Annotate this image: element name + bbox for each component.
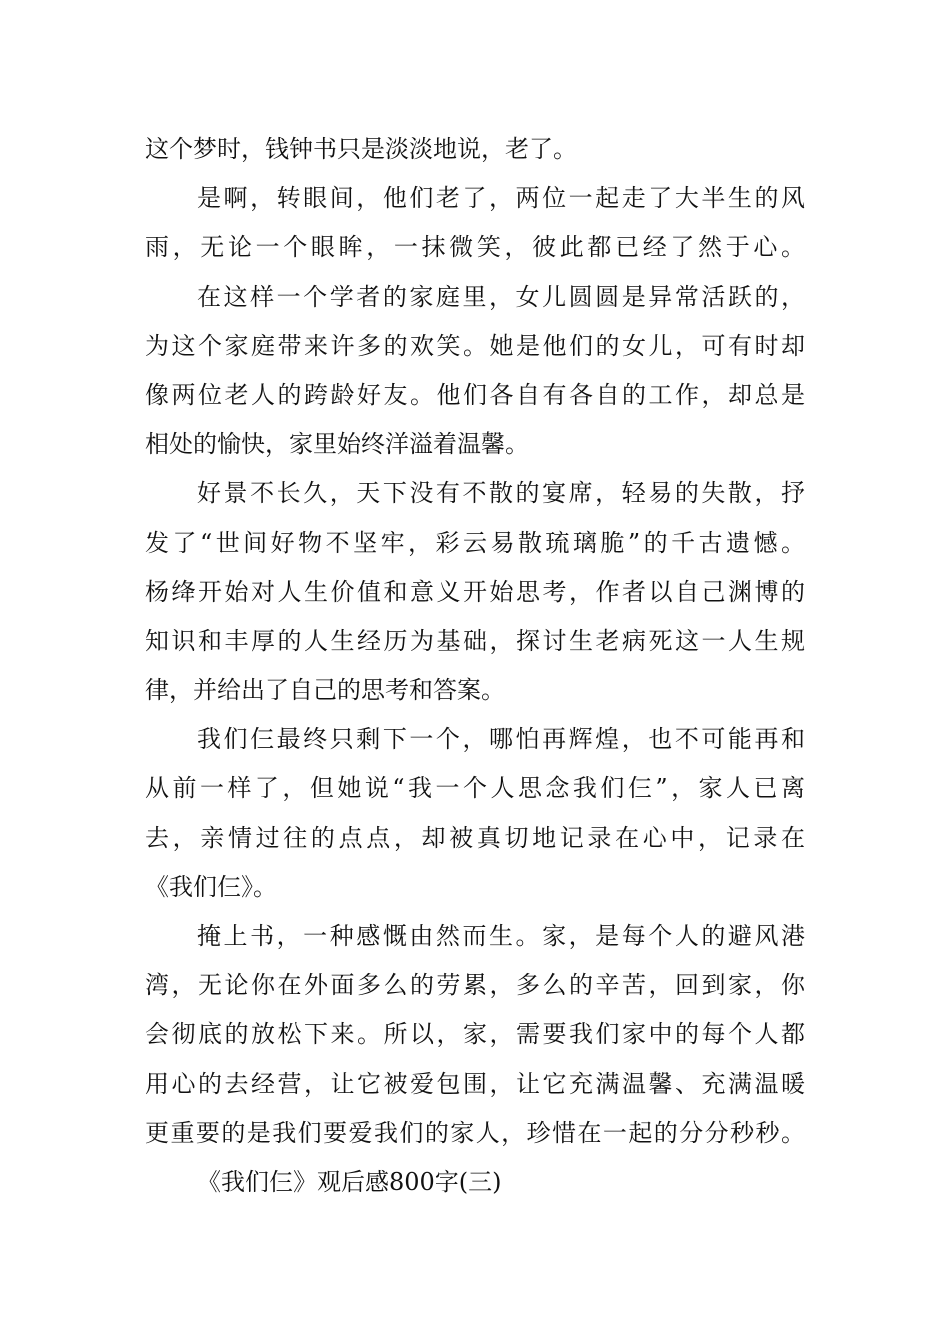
text-line: 掩上书，一种感慨由然而生。家，是每个人的避风港	[197, 922, 805, 950]
text-line: 是啊，转眼间，他们老了，两位一起走了大半生的风	[197, 184, 805, 213]
text-line: 更重要的是我们要爱我们的家人，珍惜在一起的分分秒秒。	[145, 1118, 805, 1147]
text-line: 用心的去经营，让它被爱包围，让它充满温馨、充满温暖	[145, 1069, 805, 1098]
text-line: 律，并给出了自己的思考和答案。	[145, 676, 505, 705]
text-line: 知识和丰厚的人生经历为基础，探讨生老病死这一人生规	[145, 626, 805, 655]
text-line: 相处的愉快，家里始终洋溢着温馨。	[145, 430, 529, 459]
text-line: 这个梦时，钱钟书只是淡淡地说，老了。	[145, 135, 577, 163]
text-line: 《我们仨》。	[145, 872, 277, 901]
section-title: 《我们仨》观后感800字(三)	[197, 1167, 502, 1196]
text-line: 我们仨最终只剩下一个，哪怕再辉煌，也不可能再和	[197, 725, 805, 754]
text-line: 为这个家庭带来许多的欢笑。她是他们的女儿，可有时却	[145, 331, 805, 360]
document-body	[145, 125, 805, 1207]
text-line: 好景不长久，天下没有不散的宴席，轻易的失散，抒	[197, 479, 805, 508]
text-line: 发了“世间好物不坚牢，彩云易散琉璃脆”的千古遗憾。	[145, 528, 805, 557]
text-line: 湾，无论你在外面多么的劳累，多么的辛苦，回到家，你	[145, 971, 805, 1000]
text-line: 杨绛开始对人生价值和意义开始思考，作者以自己渊博的	[145, 577, 805, 606]
text-line: 在这样一个学者的家庭里，女儿圆圆是异常活跃的，	[197, 282, 805, 311]
text-line: 像两位老人的跨龄好友。他们各自有各自的工作，却总是	[145, 380, 805, 409]
text-line: 从前一样了，但她说“我一个人思念我们仨”，家人已离	[145, 774, 805, 803]
text-line: 去，亲情过往的点点，却被真切地记录在心中，记录在	[145, 823, 805, 852]
text-line: 雨，无论一个眼眸，一抹微笑，彼此都已经了然于心。	[145, 233, 805, 262]
text-line: 会彻底的放松下来。所以，家，需要我们家中的每个人都	[145, 1020, 805, 1049]
